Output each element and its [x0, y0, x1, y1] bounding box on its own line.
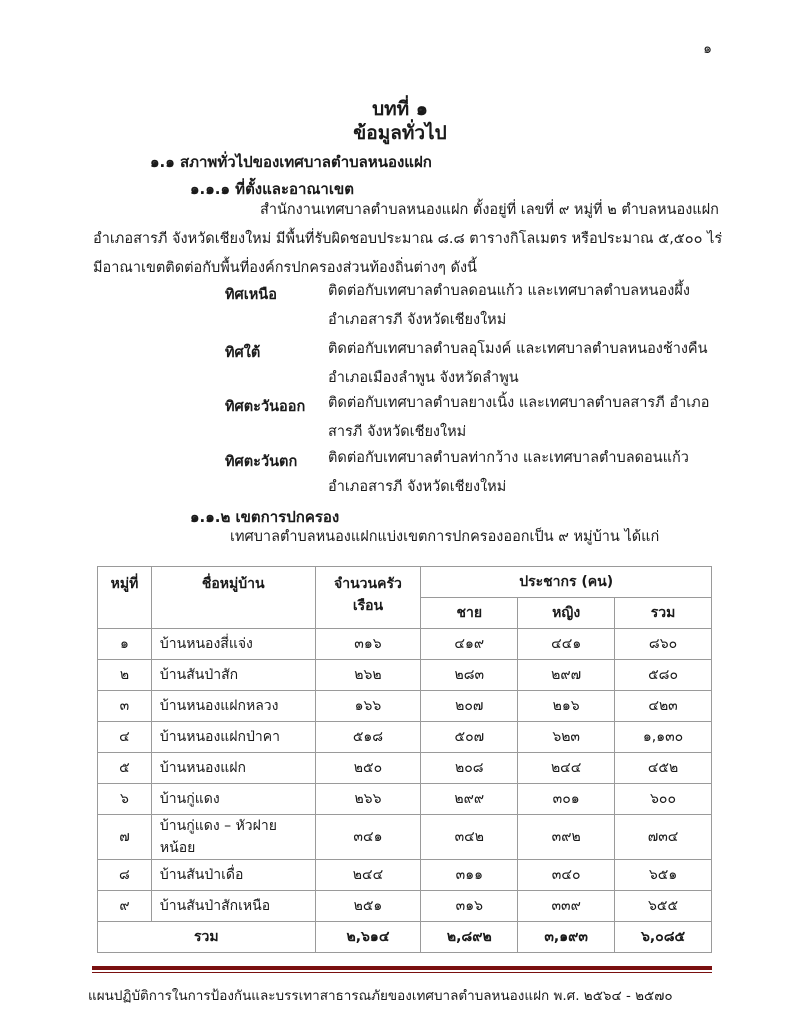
cell-moo: ๓ — [98, 691, 152, 722]
cell-households: ๒๕๐ — [315, 753, 421, 784]
total-population: ๖,๐๘๕ — [615, 922, 712, 953]
cell-village: บ้านหนองแฝกหลวง — [151, 691, 315, 722]
cell-male: ๒๙๙ — [421, 784, 518, 815]
cell-total: ๔๕๒ — [615, 753, 712, 784]
header-male: ชาย — [421, 598, 518, 629]
direction-label-north: ทิศเหนือ — [225, 287, 277, 303]
cell-total: ๘๖๐ — [615, 629, 712, 660]
table-row — [98, 691, 712, 722]
total-male: ๒,๘๙๒ — [421, 922, 518, 953]
cell-village: บ้านสันป่าสัก — [151, 660, 315, 691]
header-population: ประชากร (คน) — [421, 567, 712, 598]
cell-households: ๕๑๘ — [315, 722, 421, 753]
cell-moo: ๔ — [98, 722, 152, 753]
footer-rule-thin — [92, 972, 712, 973]
page-number: ๑ — [703, 41, 712, 57]
cell-village: บ้านสันป่าสักเหนือ — [151, 891, 315, 922]
cell-male: ๔๑๙ — [421, 629, 518, 660]
chapter-heading: บทที่ ๑ — [372, 98, 428, 120]
cell-female: ๖๒๓ — [518, 722, 615, 753]
cell-female: ๔๔๑ — [518, 629, 615, 660]
cell-male: ๕๐๗ — [421, 722, 518, 753]
cell-households: ๒๔๔ — [315, 860, 421, 891]
cell-moo: ๖ — [98, 784, 152, 815]
cell-male: ๒๐๗ — [421, 691, 518, 722]
cell-male: ๓๔๒ — [421, 815, 518, 860]
header-moo: หมู่ที่ — [98, 567, 152, 629]
footer-rule — [92, 966, 712, 970]
cell-total: ๖๕๕ — [615, 891, 712, 922]
cell-moo: ๕ — [98, 753, 152, 784]
cell-total: ๖๐๐ — [615, 784, 712, 815]
direction-label-east: ทิศตะวันออก — [225, 399, 306, 415]
cell-male: ๒๘๓ — [421, 660, 518, 691]
cell-moo: ๙ — [98, 891, 152, 922]
table-row — [98, 891, 712, 922]
cell-male: ๓๑๖ — [421, 891, 518, 922]
cell-female: ๓๓๙ — [518, 891, 615, 922]
cell-households: ๒๖๒ — [315, 660, 421, 691]
cell-female: ๒๔๔ — [518, 753, 615, 784]
cell-village: บ้านหนองแฝกป่าคา — [151, 722, 315, 753]
table-header-row — [98, 567, 712, 598]
direction-text: อำเภอเมืองลำพูน จังหวัดลำพูน — [328, 370, 519, 386]
cell-moo: ๘ — [98, 860, 152, 891]
cell-village: บ้านกู่แดง — [151, 784, 315, 815]
cell-moo: ๗ — [98, 815, 152, 860]
table-row — [98, 784, 712, 815]
header-village: ชื่อหมู่บ้าน — [151, 567, 315, 629]
cell-female: ๓๔๐ — [518, 860, 615, 891]
total-label: รวม — [98, 922, 316, 953]
table-row — [98, 860, 712, 891]
cell-households: ๓๑๖ — [315, 629, 421, 660]
total-female: ๓,๑๙๓ — [518, 922, 615, 953]
header-total: รวม — [615, 598, 712, 629]
cell-male: ๓๑๑ — [421, 860, 518, 891]
direction-text: ติดต่อกับเทศบาลตำบลท่ากว้าง และเทศบาลตำบลดอนแก้ว — [328, 450, 689, 466]
paragraph-line: มีอาณาเขตติดต่อกับพื้นที่องค์กรปกครองส่วนท้องถิ่นต่างๆ ดังนี้ — [93, 260, 477, 276]
header-female: หญิง — [518, 598, 615, 629]
cell-moo: ๑ — [98, 629, 152, 660]
direction-label-south: ทิศใต้ — [225, 345, 261, 361]
cell-male: ๒๐๘ — [421, 753, 518, 784]
direction-label-west: ทิศตะวันตก — [225, 454, 298, 470]
section-heading-1-1-2: ๑.๑.๒ เขตการปกครอง — [190, 508, 340, 526]
direction-text: ติดต่อกับเทศบาลตำบลอุโมงค์ และเทศบาลตำบลหนองช้างคืน — [328, 341, 708, 357]
direction-text: ติดต่อกับเทศบาลตำบลยางเนิ้ง และเทศบาลตำบลสารภี อำเภอ — [328, 395, 710, 411]
direction-text: ติดต่อกับเทศบาลตำบลดอนแก้ว และเทศบาลตำบลหนองผึ้ง — [328, 283, 690, 299]
table-row — [98, 660, 712, 691]
direction-text: สารภี จังหวัดเชียงใหม่ — [328, 424, 467, 440]
table-row — [98, 815, 712, 860]
footer-text: แผนปฏิบัติการในการป้องกันและบรรเทาสาธารณภัยของเทศบาลตำบลหนองแฝก พ.ศ. ๒๕๖๔ - ๒๕๗๐ — [88, 988, 673, 1004]
cell-households: ๒๖๖ — [315, 784, 421, 815]
table-row — [98, 753, 712, 784]
cell-village: บ้านกู่แดง – หัวฝายหน้อย — [151, 815, 315, 860]
section-heading-1-1-1: ๑.๑.๑ ที่ตั้งและอาณาเขต — [190, 180, 354, 198]
cell-total: ๑,๑๓๐ — [615, 722, 712, 753]
cell-female: ๓๐๑ — [518, 784, 615, 815]
cell-village: บ้านหนองแฝก — [151, 753, 315, 784]
direction-text: อำเภอสารภี จังหวัดเชียงใหม่ — [328, 312, 507, 328]
cell-households: ๓๔๑ — [315, 815, 421, 860]
table-total-row — [98, 922, 712, 953]
cell-households: ๑๖๖ — [315, 691, 421, 722]
cell-total: ๗๓๔ — [615, 815, 712, 860]
cell-village: บ้านหนองสี่แจ่ง — [151, 629, 315, 660]
total-households: ๒,๖๑๔ — [315, 922, 421, 953]
paragraph-line: เทศบาลตำบลหนองแฝกแบ่งเขตการปกครองออกเป็น ๙ หมู่บ้าน ได้แก่ — [230, 529, 660, 545]
cell-households: ๒๕๑ — [315, 891, 421, 922]
table-row — [98, 629, 712, 660]
cell-total: ๔๒๓ — [615, 691, 712, 722]
cell-moo: ๒ — [98, 660, 152, 691]
cell-female: ๓๙๒ — [518, 815, 615, 860]
paragraph-line: สำนักงานเทศบาลตำบลหนองแฝก ตั้งอยู่ที่ เลขที่ ๙ หมู่ที่ ๒ ตำบลหนองแฝก — [260, 202, 719, 218]
header-households: จำนวนครัวเรือน — [315, 567, 421, 629]
chapter-title: ข้อมูลทั่วไป — [353, 122, 447, 144]
cell-female: ๒๑๖ — [518, 691, 615, 722]
direction-text: อำเภอสารภี จังหวัดเชียงใหม่ — [328, 479, 507, 495]
population-table — [97, 566, 712, 953]
paragraph-line: อำเภอสารภี จังหวัดเชียงใหม่ มีพื้นที่รับผิดชอบประมาณ ๘.๘ ตารางกิโลเมตร หรือประมาณ ๕,๕๐๐ ไร่ — [93, 231, 723, 247]
cell-female: ๒๙๗ — [518, 660, 615, 691]
cell-total: ๖๕๑ — [615, 860, 712, 891]
cell-village: บ้านสันป่าเดื่อ — [151, 860, 315, 891]
section-heading-1-1: ๑.๑ สภาพทั่วไปของเทศบาลตำบลหนองแฝก — [150, 153, 432, 171]
cell-total: ๕๘๐ — [615, 660, 712, 691]
table-row — [98, 722, 712, 753]
